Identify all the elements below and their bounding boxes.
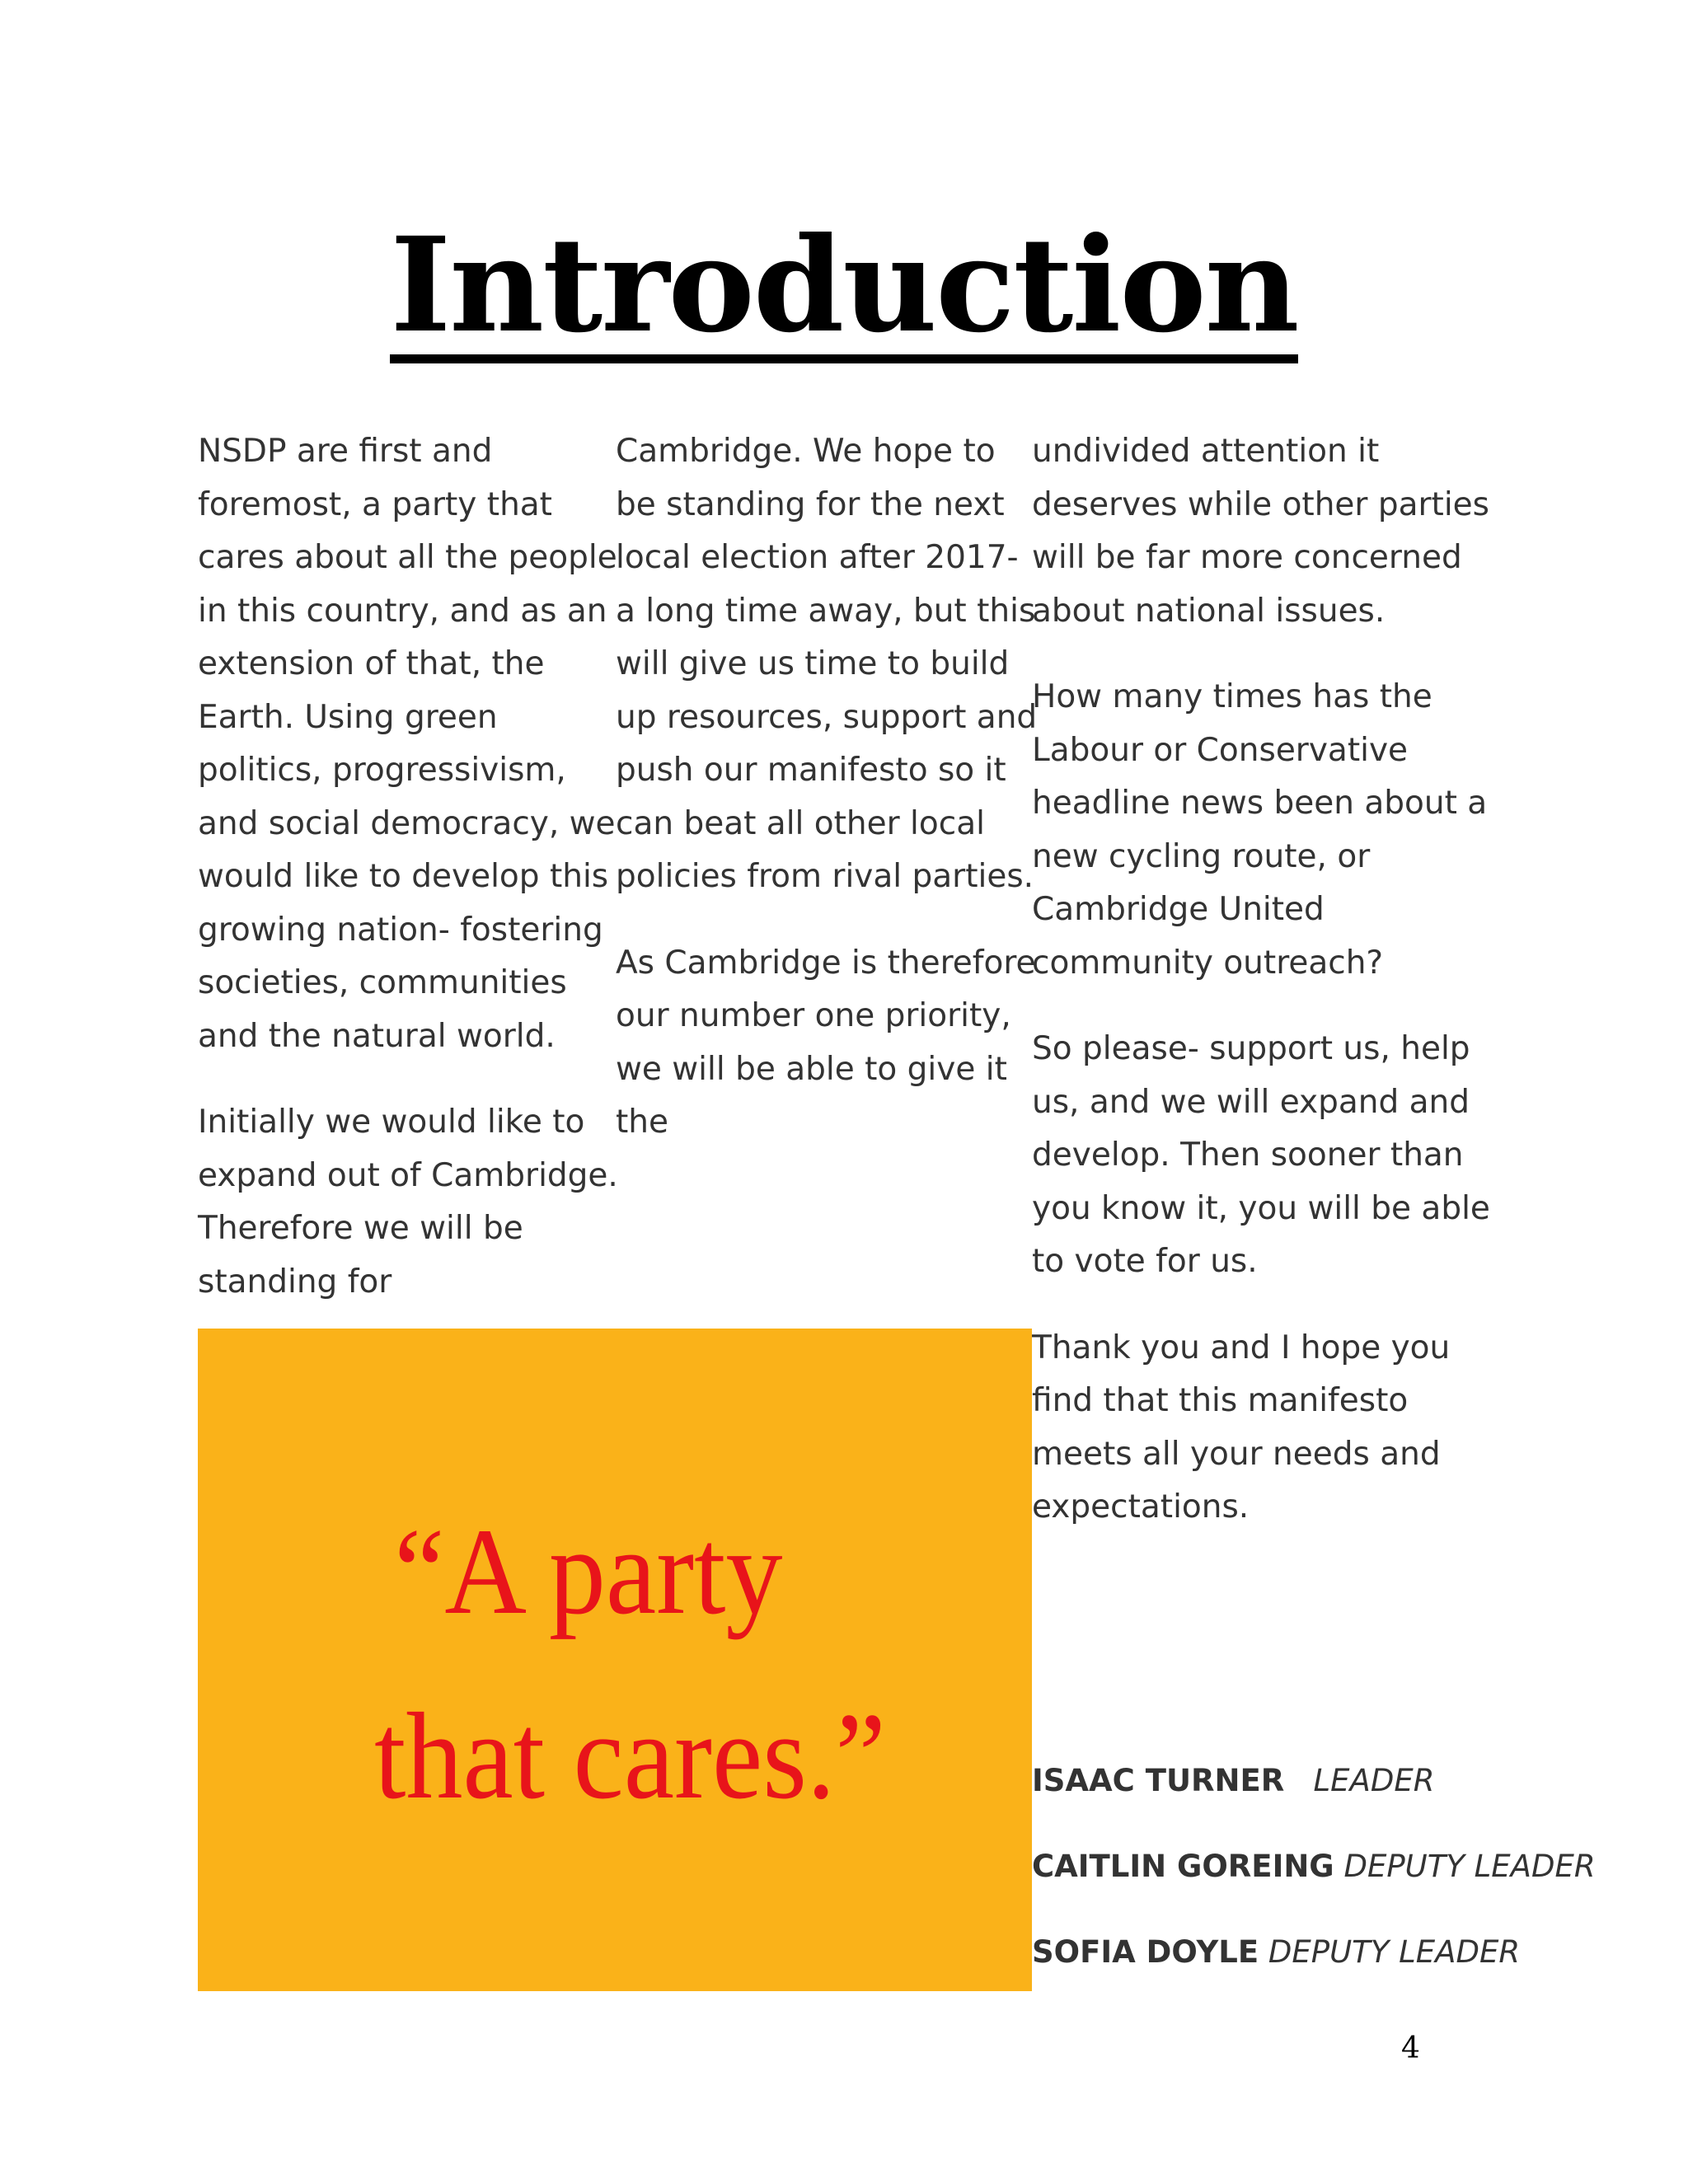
signatory-deputy-2 bbox=[1032, 1934, 1521, 1970]
text-column-1 bbox=[198, 425, 626, 1342]
party-quote-image bbox=[198, 1329, 1032, 1991]
signatory-name: CAITLIN GOREING bbox=[1032, 1849, 1334, 1884]
paragraph: Thank you and I hope you find that this manifesto meets all your needs and expectations. bbox=[1032, 1329, 1451, 1526]
paragraph: Initially we would like to expand out of Cambridge. Therefore we will be standing for bbox=[198, 1104, 618, 1301]
signatory-name: ISAAC TURNER bbox=[1032, 1763, 1285, 1798]
page-title-text: Introduction bbox=[390, 209, 1298, 362]
page-number: 4 bbox=[1401, 2032, 1420, 2065]
page-title bbox=[0, 209, 1688, 363]
text-column-3 bbox=[1032, 425, 1493, 1568]
paragraph: undivided attention it deserves while other parties will be far more concerned about national issues. bbox=[1032, 433, 1489, 630]
quote-line-1: “A party bbox=[394, 1503, 783, 1640]
paragraph: As Cambridge is therefore our number one priority, we will be able to give it the bbox=[616, 944, 1036, 1141]
paragraph: How many times has the Labour or Conservative headline news been about a new cycling route, or Cambridge United community outreach? bbox=[1032, 678, 1488, 982]
paragraph: So please- support us, help us, and we will expand and develop. Then sooner than you know it, you will be able to vote for us. bbox=[1032, 1030, 1490, 1280]
signatory-leader bbox=[1032, 1765, 1434, 1796]
signatory-role: DEPUTY LEADER bbox=[1343, 1849, 1596, 1884]
signatory-name: SOFIA DOYLE bbox=[1032, 1934, 1259, 1970]
signatory-role: LEADER bbox=[1313, 1763, 1435, 1798]
quote-line-2: that cares.” bbox=[374, 1688, 886, 1825]
signatory-deputy-1 bbox=[1032, 1851, 1596, 1882]
paragraph: NSDP are first and foremost, a party that cares about all the people in this country, and as an extension of that, the Earth. Using green politics, progressivism, and social democracy, we would like to develop this growing nation- fostering societies, communities and the natural world. bbox=[198, 433, 617, 1055]
paragraph: Cambridge. We hope to be standing for the next local election after 2017- a long time away, but this will give us time to build up resources, support and push our manifesto so it can beat all other local policies from rival parties. bbox=[616, 433, 1038, 895]
text-column-2 bbox=[616, 425, 1044, 1183]
signatory-role: DEPUTY LEADER bbox=[1268, 1934, 1521, 1970]
